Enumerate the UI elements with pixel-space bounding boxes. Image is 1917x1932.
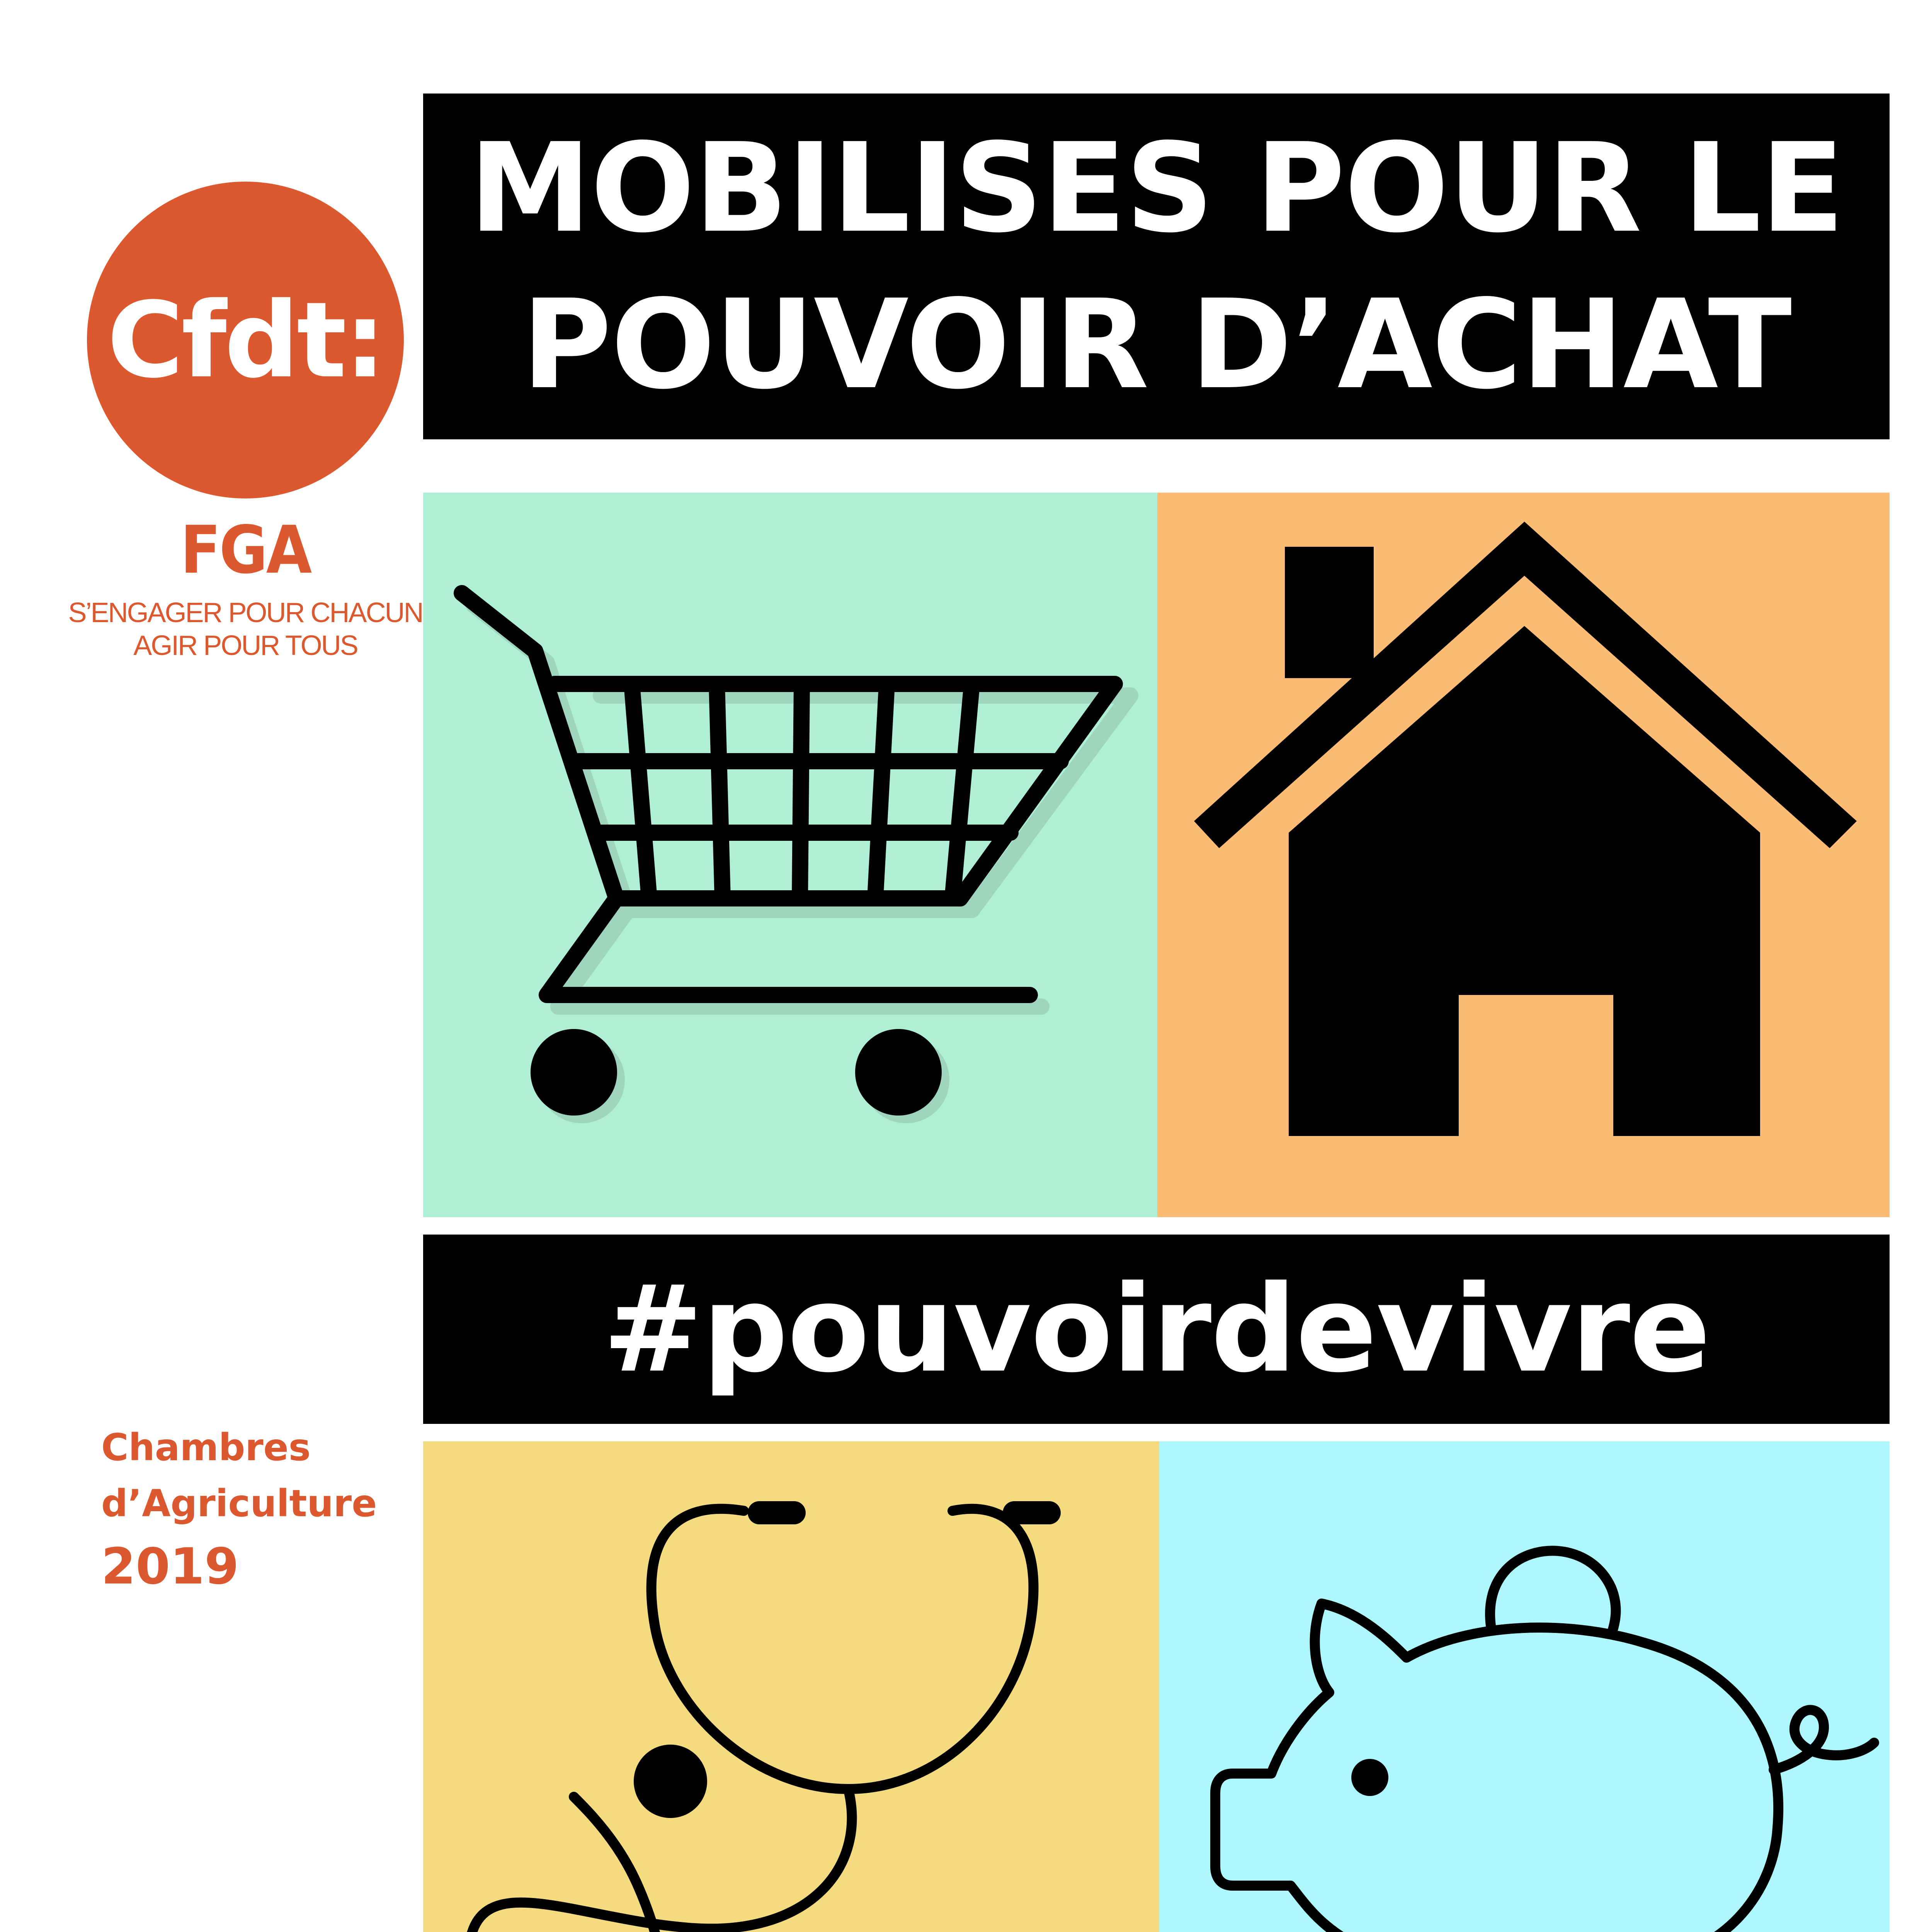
stethoscope-icon — [423, 1441, 1159, 1932]
fga-label: FGA — [180, 512, 311, 588]
shopping-cart-icon — [423, 493, 1157, 1217]
tagline-line-2: AGIR POUR TOUS — [133, 630, 357, 661]
tile-housing — [1157, 493, 1890, 1217]
tile-shopping — [423, 493, 1157, 1217]
hashtag-text: #pouvoirdevivre — [602, 1259, 1710, 1399]
tile-health — [423, 1441, 1159, 1932]
tagline-line-1: S’ENGAGER POUR CHACUN — [68, 597, 423, 628]
title-line-1: MOBILISES POUR LE — [469, 116, 1844, 260]
house-icon — [1157, 493, 1890, 1217]
hashtag-banner — [423, 1235, 1890, 1424]
side-label-line-2: d’Agriculture — [101, 1482, 377, 1525]
title-line-2: POUVOIR D’ACHAT — [521, 273, 1791, 416]
piggy-bank-icon — [1159, 1441, 1890, 1932]
tile-savings — [1159, 1441, 1890, 1932]
side-label-line-1: Chambres — [101, 1426, 311, 1469]
cfdt-logo-text: Cfdt: — [107, 279, 384, 401]
side-label-year: 2019 — [101, 1538, 239, 1595]
title-banner — [423, 94, 1890, 439]
